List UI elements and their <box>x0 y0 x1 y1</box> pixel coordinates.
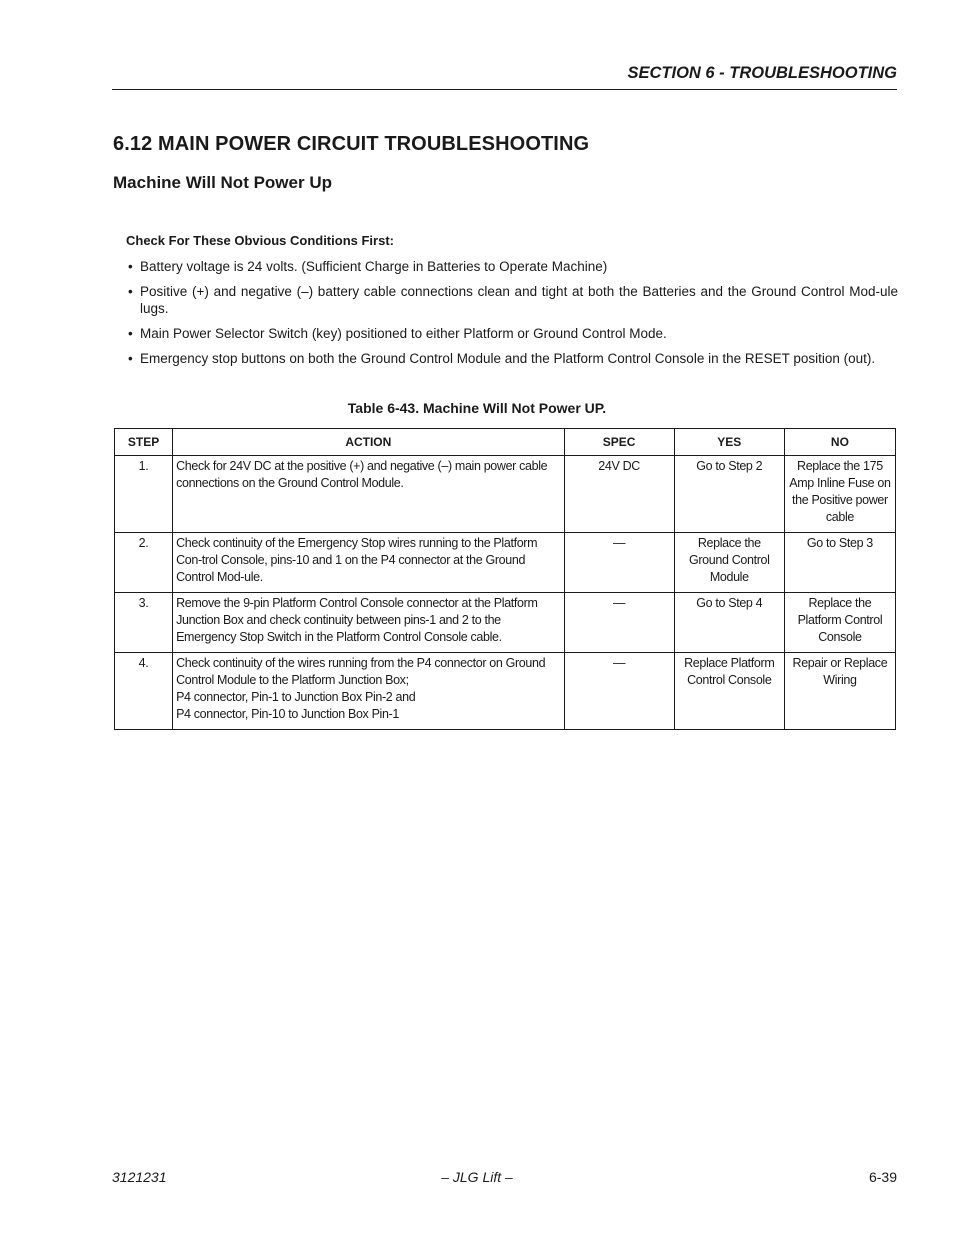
bullet-icon: • <box>128 259 133 274</box>
list-item <box>126 350 898 367</box>
column-header-no: NO <box>784 429 895 456</box>
troubleshooting-table <box>114 428 896 730</box>
spec-cell: 24V DC <box>564 456 674 533</box>
check-text: Main Power Selector Switch (key) positioned to either Platform or Ground Control Mode. <box>140 326 667 341</box>
action-cell: Check for 24V DC at the positive (+) and negative (–) main power cable connections on the Ground Control Module. <box>173 456 565 533</box>
bullet-icon: • <box>128 351 133 366</box>
table-row <box>115 653 896 730</box>
yes-cell: Go to Step 2 <box>674 456 784 533</box>
checks-heading: Check For These Obvious Conditions First: <box>126 233 394 248</box>
check-text: Emergency stop buttons on both the Ground Control Module and the Platform Control Console in the RESET position (out). <box>140 351 876 366</box>
bullet-icon: • <box>128 326 133 341</box>
check-text: Positive (+) and negative (–) battery cable connections clean and tight at both the Batteries and the Ground Control Mod-ule lugs. <box>140 284 898 316</box>
checks-list <box>126 258 898 375</box>
step-cell: 4. <box>115 653 173 730</box>
list-item <box>126 325 898 342</box>
action-line: P4 connector, Pin-10 to Junction Box Pin-1 <box>176 707 400 721</box>
no-cell: Replace the Platform Control Console <box>784 593 895 653</box>
action-cell <box>173 653 565 730</box>
no-cell: Repair or Replace Wiring <box>784 653 895 730</box>
subsection-title: Machine Will Not Power Up <box>113 173 332 192</box>
section-title: 6.12 MAIN POWER CIRCUIT TROUBLESHOOTING <box>113 133 590 155</box>
check-text: Battery voltage is 24 volts. (Sufficient Charge in Batteries to Operate Machine) <box>140 259 608 274</box>
action-cell: Check continuity of the Emergency Stop wires running to the Platform Con-trol Console, pins-10 and 1 on the P4 connector at the Ground Control Mod-ule. <box>173 533 565 593</box>
column-header-yes: YES <box>674 429 784 456</box>
yes-cell: Go to Step 4 <box>674 593 784 653</box>
bullet-icon: • <box>128 284 133 299</box>
page-number: 6-39 <box>868 1169 897 1185</box>
spec-cell: — <box>564 653 674 730</box>
spec-cell: — <box>564 593 674 653</box>
column-header-action: ACTION <box>173 429 565 456</box>
header-divider <box>112 89 897 90</box>
no-cell: Replace the 175 Amp Inline Fuse on the Positive power cable <box>784 456 895 533</box>
no-cell: Go to Step 3 <box>784 533 895 593</box>
column-header-spec: SPEC <box>564 429 674 456</box>
publisher-footer: – JLG Lift – <box>441 1169 513 1185</box>
yes-cell: Replace the Ground Control Module <box>674 533 784 593</box>
table-caption: Table 6-43. Machine Will Not Power UP. <box>347 400 607 416</box>
step-cell: 3. <box>115 593 173 653</box>
action-line: Check continuity of the wires running from the P4 connector on Ground Control Module to the Platform Junction Box; <box>176 656 546 687</box>
yes-cell: Replace Platform Control Console <box>674 653 784 730</box>
spec-cell: — <box>564 533 674 593</box>
table-row <box>115 533 896 593</box>
step-cell: 1. <box>115 456 173 533</box>
list-item <box>126 283 898 317</box>
list-item <box>126 258 898 275</box>
step-cell: 2. <box>115 533 173 593</box>
action-line: P4 connector, Pin-1 to Junction Box Pin-2 and <box>176 690 416 704</box>
table-header-row <box>115 429 896 456</box>
action-cell: Remove the 9-pin Platform Control Console connector at the Platform Junction Box and check continuity between pins-1 and 2 to the Emergency Stop Switch in the Platform Control Console cable. <box>173 593 565 653</box>
table-row <box>115 593 896 653</box>
table-row <box>115 456 896 533</box>
column-header-step: STEP <box>115 429 173 456</box>
document-number: 3121231 <box>112 1169 167 1185</box>
section-header: SECTION 6 - TROUBLESHOOTING <box>627 64 897 82</box>
